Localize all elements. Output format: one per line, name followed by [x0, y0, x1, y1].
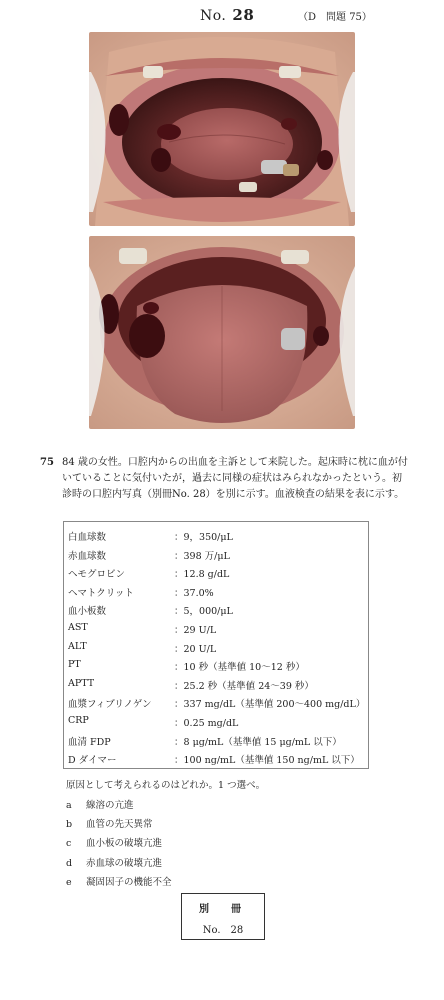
- lab-test-name: 赤血球数: [68, 550, 107, 562]
- lab-row: [64, 712, 368, 730]
- answer-choice-d[interactable]: [66, 855, 162, 869]
- lab-test-value: ：20 U/L: [174, 643, 217, 655]
- question-reference: （D 問題 75）: [298, 12, 372, 23]
- lab-test-value: ：100 ng/mL（基準値 150 ng/mL 以下）: [174, 755, 360, 767]
- lab-test-name: AST: [68, 622, 88, 633]
- supplement-box: [181, 893, 265, 940]
- lab-test-name: 血清 FDP: [68, 736, 111, 748]
- lab-test-name: APTT: [68, 677, 95, 689]
- supplement-number: No. 28: [202, 925, 244, 936]
- page-header: [0, 6, 444, 28]
- question-block: [40, 455, 410, 503]
- lab-test-value: ：12.8 g/dL: [174, 569, 230, 581]
- lab-results-table: [63, 521, 369, 769]
- lab-test-name: 白血球数: [68, 532, 107, 543]
- answer-choice-c[interactable]: [66, 835, 162, 849]
- lab-test-value: ：25.2 秒（基準値 24～39 秒）: [174, 680, 314, 692]
- lab-row: [64, 545, 368, 563]
- choice-text: 血小板の破壊亢進: [86, 838, 163, 850]
- supplement-title: 別 冊: [199, 904, 247, 915]
- lab-row: [64, 600, 368, 618]
- lab-row: [64, 675, 368, 693]
- choice-letter: e: [66, 876, 72, 888]
- lab-test-name: ヘマトクリット: [68, 587, 134, 599]
- lab-row: [64, 619, 368, 637]
- oral-photo-2: [89, 236, 355, 429]
- lab-test-name: ALT: [68, 640, 87, 652]
- choice-text: 線溶の亢進: [86, 800, 134, 811]
- lab-row: [64, 563, 368, 581]
- lab-test-value: ：398 万/μL: [174, 550, 230, 562]
- number-label: No.: [200, 8, 227, 24]
- lab-row: [64, 731, 368, 749]
- lab-test-value: ：37.0%: [174, 587, 214, 599]
- lab-test-name: PT: [68, 659, 81, 671]
- lab-test-name: CRP: [68, 715, 89, 726]
- question-prompt: 原因として考えられるのはどれか。1 つ選べ。: [66, 780, 266, 791]
- question-image-number: [200, 6, 254, 24]
- lab-row: [64, 656, 368, 674]
- choice-letter: b: [66, 819, 73, 831]
- choice-text: 凝固因子の機能不全: [86, 876, 172, 888]
- lab-test-value: ：29 U/L: [174, 625, 217, 636]
- lab-test-value: ：337 mg/dL（基準値 200～400 mg/dL）: [174, 699, 366, 711]
- answer-choice-e[interactable]: [66, 874, 172, 888]
- lab-test-name: 血漿フィブリノゲン: [68, 699, 152, 711]
- lab-test-name: 血小板数: [68, 606, 107, 618]
- lab-row: [64, 749, 368, 767]
- choice-text: 血管の先天異常: [86, 819, 153, 831]
- lab-test-name: ヘモグロビン: [68, 569, 126, 581]
- choice-text: 赤血球の破壊亢進: [86, 857, 163, 869]
- lab-test-name: D ダイマー: [68, 755, 117, 767]
- lab-test-value: ：9，350/μL: [174, 532, 233, 543]
- lab-test-value: ：0.25 mg/dL: [174, 718, 239, 729]
- lab-row: [64, 693, 368, 711]
- number-value: 28: [232, 6, 255, 24]
- choice-letter: a: [66, 800, 72, 811]
- question-number: 75: [40, 457, 54, 468]
- choice-letter: c: [66, 838, 72, 850]
- lab-row: [64, 526, 368, 544]
- choice-letter: d: [66, 857, 73, 869]
- lab-test-value: ：5，000/μL: [174, 606, 233, 618]
- lab-row: [64, 582, 368, 600]
- question-text: 84 歳の女性。口腔内からの出血を主訴として来院した。起床時に枕に血が付いていることに気付いたが，過去に同様の症状はみられなかったという。初診時の口腔内写真（別冊No. 28）を別に示す。血液検査の結果を表に示す。: [62, 457, 408, 500]
- lab-test-value: ：10 秒（基準値 10～12 秒）: [174, 662, 305, 674]
- lab-row: [64, 638, 368, 656]
- lab-test-value: ：8 μg/mL（基準値 15 μg/mL 以下）: [174, 736, 342, 748]
- answer-choice-b[interactable]: [66, 816, 153, 830]
- oral-photo-1: [89, 32, 355, 226]
- answer-choice-a[interactable]: [66, 797, 134, 811]
